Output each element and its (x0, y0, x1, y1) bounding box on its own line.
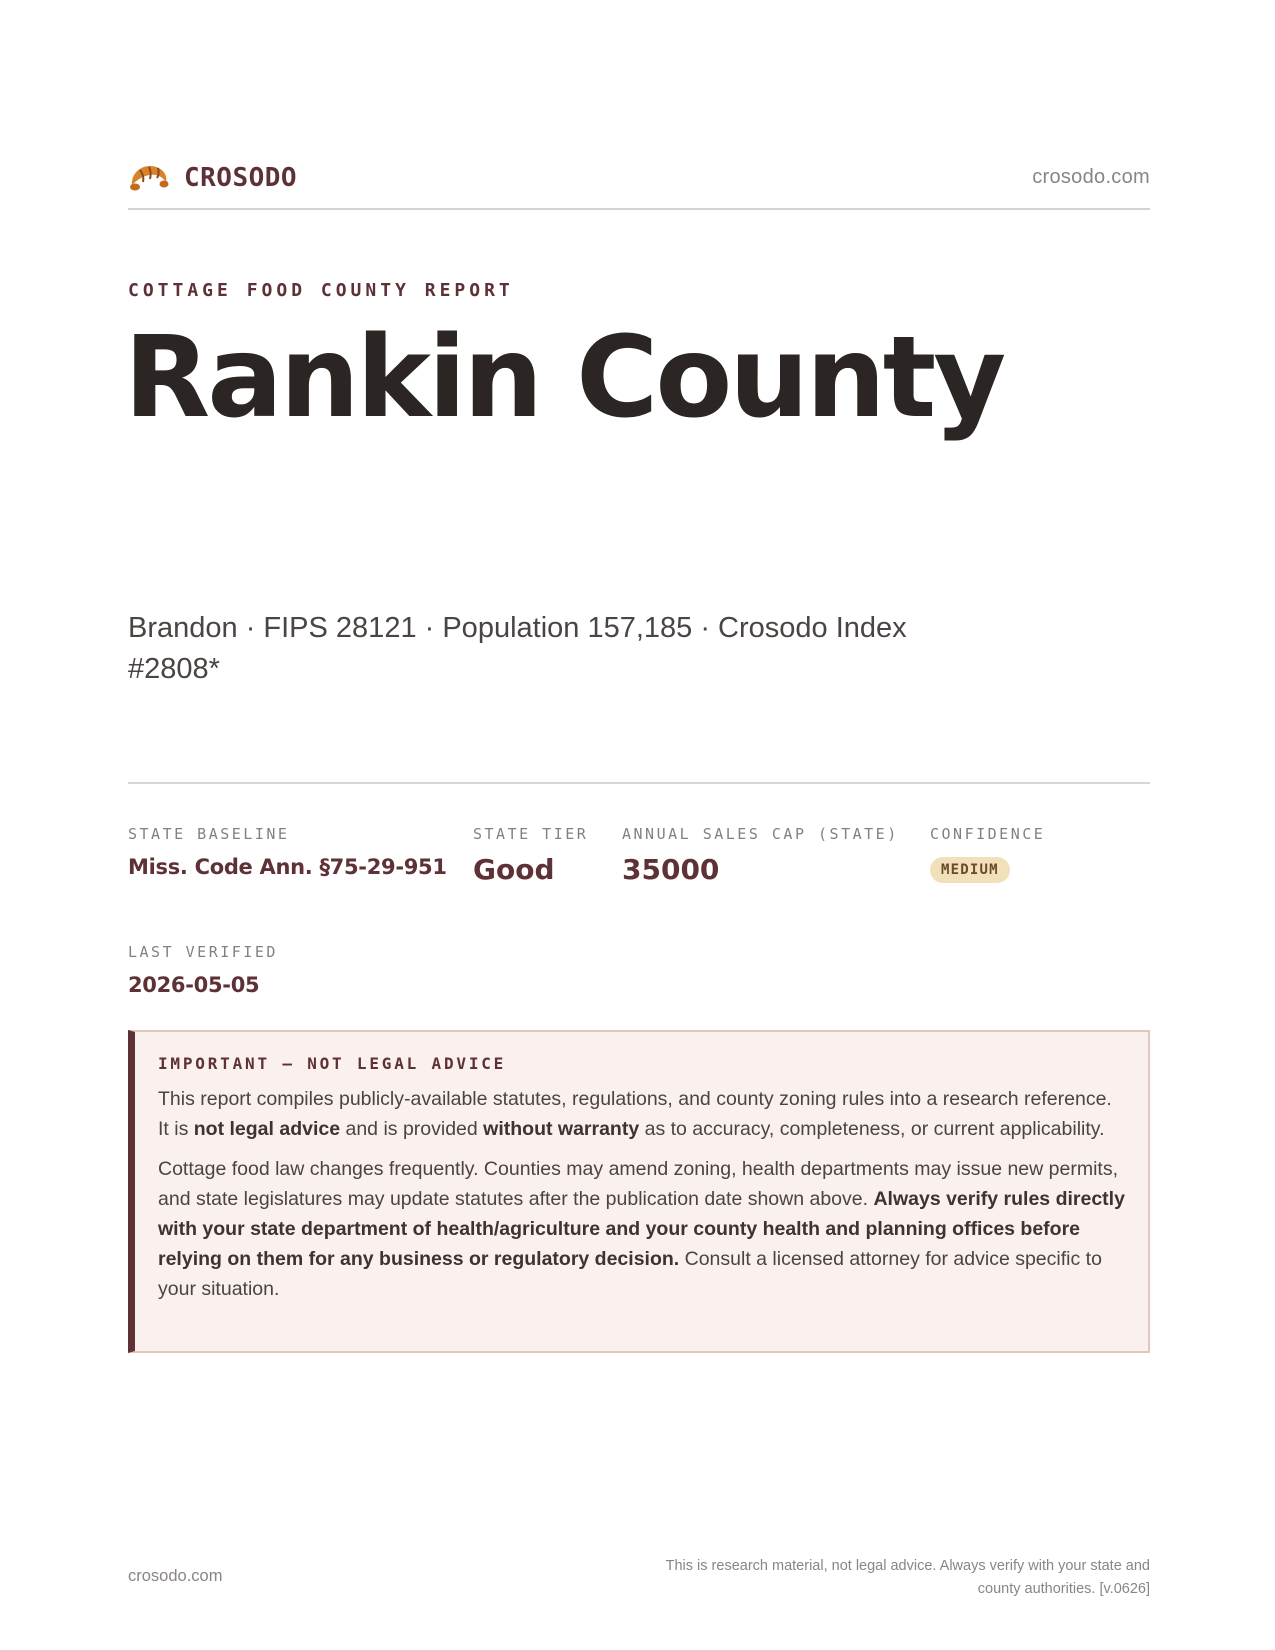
stat-value: 2026-05-05 (128, 973, 260, 997)
stat-state-tier (473, 825, 588, 886)
notice-emphasis: not legal advice (193, 1118, 341, 1140)
stat-confidence (930, 825, 1045, 883)
header-url[interactable]: crosodo.com (1032, 166, 1150, 188)
stat-label: STATE BASELINE (128, 825, 290, 843)
stat-annual-sales-cap (622, 825, 899, 886)
stat-state-baseline (128, 825, 447, 879)
stat-label: STATE TIER (473, 825, 589, 843)
notice-paragraph-2 (158, 1154, 1126, 1304)
confidence-badge: MEDIUM (930, 857, 1010, 883)
notice-heading: IMPORTANT — NOT LEGAL ADVICE (158, 1054, 507, 1073)
section-divider (128, 782, 1150, 784)
legal-notice (128, 1030, 1150, 1353)
footer-disclaimer: This is research material, not legal advice. Always verify with your state and county authorities. [v.0626] (665, 1558, 1150, 1597)
report-eyebrow: COTTAGE FOOD COUNTY REPORT (128, 280, 514, 301)
stat-value: 35000 (622, 853, 720, 886)
brand (128, 160, 297, 196)
brand-name: CROSODO (184, 163, 298, 193)
stat-value: Miss. Code Ann. §75-29-951 (128, 855, 447, 879)
notice-text: and is provided (340, 1118, 484, 1140)
stat-label: ANNUAL SALES CAP (STATE) (622, 825, 899, 843)
notice-emphasis: without warranty (483, 1118, 640, 1140)
notice-text: Cottage food law changes frequently. Counties may amend zoning, health departments may issue new permits, and state legislatures may update statutes after the publication date shown above. (158, 1158, 1118, 1210)
stat-last-verified (128, 943, 278, 997)
notice-text: This report compiles publicly-available statutes, regulations, and county zoning rules into a research reference. It is (158, 1088, 1112, 1140)
notice-emphasis: Always verify rules directly with your state department of health/agriculture and your county health and planning offices before relying on them for any business or regulatory decision. (158, 1188, 1125, 1270)
stat-label: LAST VERIFIED (128, 943, 278, 961)
footer-url[interactable]: crosodo.com (128, 1567, 223, 1585)
stat-label: CONFIDENCE (930, 825, 1046, 843)
croissant-icon (128, 160, 170, 196)
page-header (128, 158, 1150, 210)
notice-text: Consult a licensed attorney for advice specific to your situation. (158, 1248, 1102, 1300)
county-subtitle: Brandon · FIPS 28121 · Population 157,185 · Crosodo Index #2808* (128, 612, 907, 685)
notice-paragraph-1 (158, 1084, 1126, 1144)
report-page (124, 0, 1150, 1650)
stat-value: Good (473, 853, 555, 886)
page-title: Rankin County (124, 313, 1004, 443)
notice-text: as to accuracy, completeness, or current applicability. (639, 1118, 1105, 1140)
